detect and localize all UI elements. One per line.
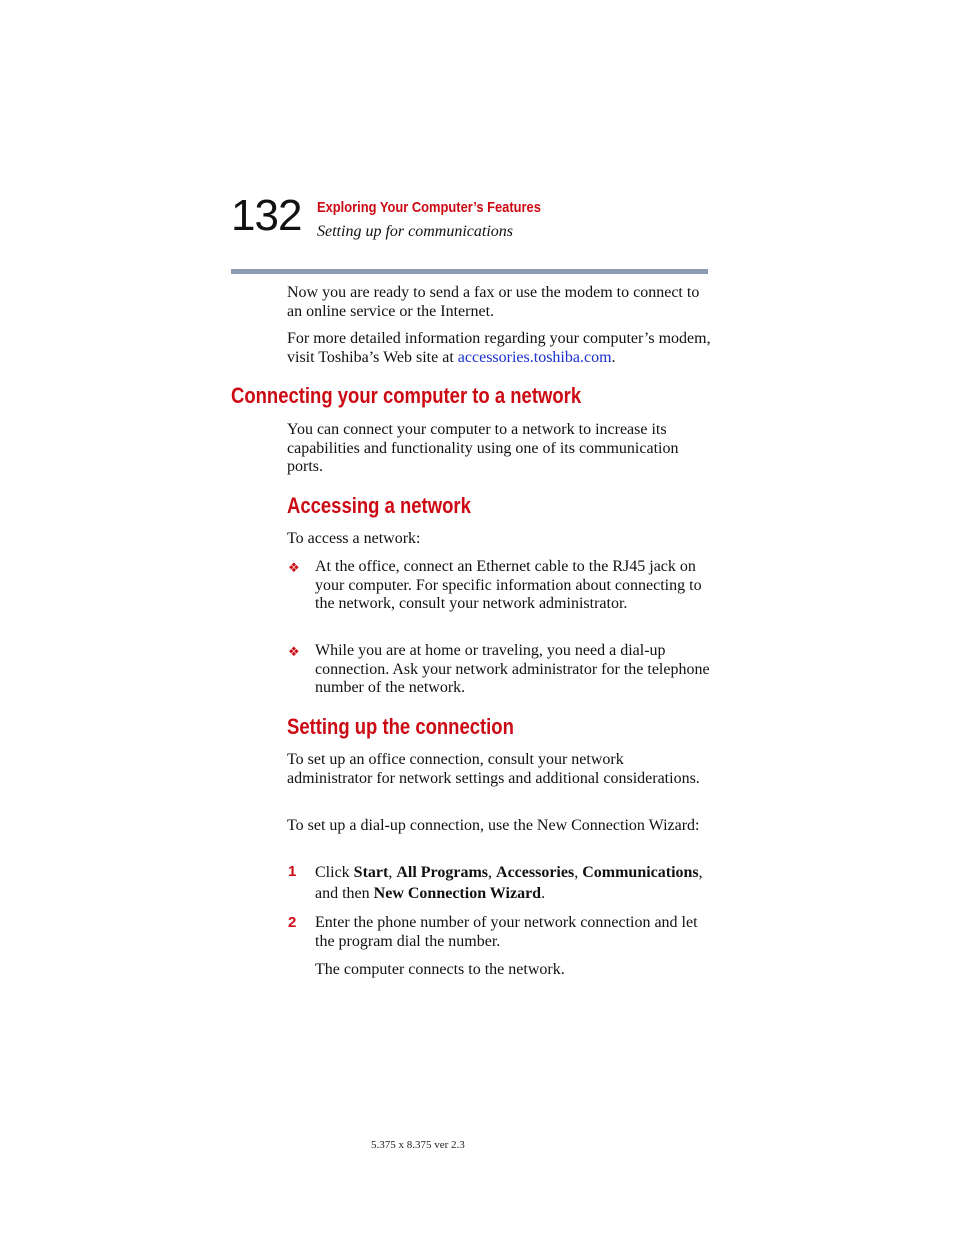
step-1-click: Click (315, 864, 354, 881)
header-divider (231, 269, 708, 274)
step-1-sep: , (388, 864, 397, 881)
toshiba-accessories-link[interactable]: accessories.toshiba.com (457, 348, 612, 366)
bullet-item-dialup: While you are at home or traveling, you need a dial-up connection. Ask your network administrator for the telephone number of the network. (315, 642, 710, 697)
step-2-result: The computer connects to the network. (315, 961, 565, 978)
section-title: Setting up for communications (317, 223, 513, 240)
step-number-2: 2 (288, 914, 297, 931)
intro-paragraph-2 (287, 330, 712, 367)
accessing-lead: To access a network: (287, 530, 421, 547)
bullet-item-office: At the office, connect an Ethernet cable to the RJ45 jack on your computer. For specific information about connecting to the network, consult your network administrator. (315, 558, 702, 613)
step-1-text (315, 862, 715, 904)
heading-connecting-network: Connecting your computer to a network (231, 383, 582, 408)
setup-paragraph-1: To set up an office connection, consult your network administrator for network settings and additional considerations. (287, 751, 700, 787)
menu-communications: Communications (582, 864, 699, 881)
intro-paragraph-1: Now you are ready to send a fax or use the modem to connect to an online service or the Internet. (287, 284, 700, 320)
menu-all-programs: All Programs (396, 864, 489, 881)
step-1-sep: , (488, 864, 497, 881)
intro-paragraph-2-end: . (611, 348, 616, 366)
bullet-icon: ❖ (288, 560, 300, 575)
step-number-1: 1 (288, 863, 297, 880)
step-1-period: . (541, 885, 546, 902)
bullet-icon: ❖ (288, 644, 300, 659)
page-number: 132 (231, 191, 302, 240)
step-1-sep: , (574, 864, 583, 881)
network-paragraph: You can connect your computer to a network to increase its capabilities and functionality using one of its communication ports. (287, 421, 679, 476)
footer-version: 5.375 x 8.375 ver 2.3 (371, 1139, 465, 1151)
menu-start: Start (353, 864, 389, 881)
menu-new-connection-wizard: New Connection Wizard (373, 885, 542, 902)
intro-paragraph-2-text: For more detailed information regarding your computer’s modem, visit Toshiba’s Web site at (287, 330, 711, 366)
menu-accessories: Accessories (496, 864, 575, 881)
step-2-text: Enter the phone number of your network connection and let the program dial the number. (315, 914, 698, 950)
chapter-title: Exploring Your Computer’s Features (317, 199, 541, 216)
heading-accessing-network: Accessing a network (287, 493, 471, 518)
setup-paragraph-2: To set up a dial-up connection, use the New Connection Wizard: (287, 817, 700, 834)
heading-setting-up-connection: Setting up the connection (287, 714, 514, 739)
step-1-and-then: , and then (315, 864, 703, 902)
